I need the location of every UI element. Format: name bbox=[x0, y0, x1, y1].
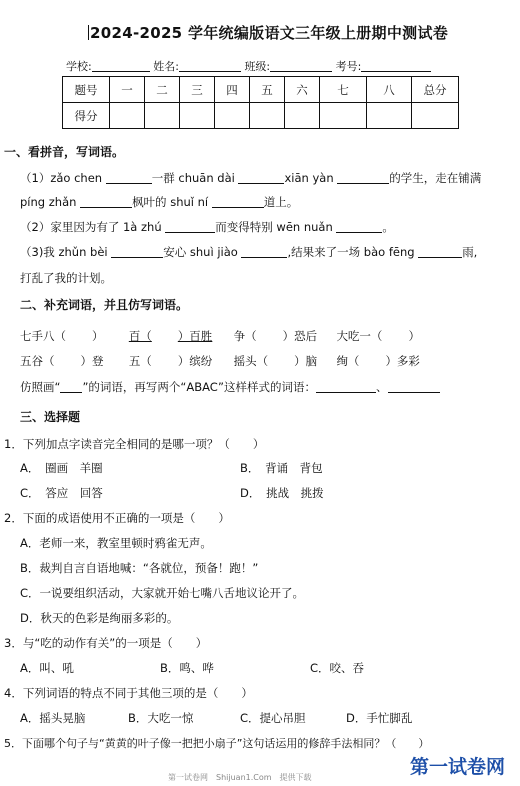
score-table-score-row bbox=[63, 103, 459, 129]
student-info-line bbox=[66, 58, 431, 74]
section1-line1: （1）zǎo chen 一群 chuān dài xiān yàn 的学生，走在铺满 bbox=[20, 171, 482, 185]
answer-blank[interactable] bbox=[388, 381, 440, 393]
answer-blank[interactable] bbox=[111, 246, 163, 258]
table-cell: 总分 bbox=[412, 77, 459, 103]
q3-option-b[interactable]: B．鸣、哗 bbox=[160, 661, 214, 675]
section1-line2: píng zhǎn 枫叶的 shuǐ ní 道上。 bbox=[20, 195, 299, 209]
idiom-item: 七手八（ ） bbox=[20, 329, 104, 343]
q1-option-c[interactable]: C． 答应 回答 bbox=[20, 486, 103, 500]
name-blank[interactable] bbox=[179, 60, 241, 72]
q2-option-d[interactable]: D．秋天的色彩是绚丽多彩的。 bbox=[20, 611, 179, 625]
score-cell[interactable] bbox=[215, 103, 250, 129]
watermark-footer: 第一试卷网 Shijuan1.Com 提供下载 bbox=[168, 773, 312, 782]
answer-blank[interactable] bbox=[80, 196, 132, 208]
q1-option-d[interactable]: D． 挑战 挑拨 bbox=[240, 486, 324, 500]
score-cell[interactable] bbox=[110, 103, 145, 129]
section1-line5: 打乱了我的计划。 bbox=[20, 271, 112, 285]
underline-sample bbox=[60, 381, 82, 393]
table-cell: 一 bbox=[110, 77, 145, 103]
table-cell: 八 bbox=[367, 77, 412, 103]
q4-option-d[interactable]: D．手忙脚乱 bbox=[346, 711, 413, 725]
table-cell: 题号 bbox=[63, 77, 110, 103]
q3-option-c[interactable]: C．咬、吞 bbox=[310, 661, 365, 675]
class-blank[interactable] bbox=[270, 60, 332, 72]
idiom-item: 摇头（ ）脑 bbox=[233, 354, 318, 368]
question-2: 2．下面的成语使用不正确的一项是（ ） bbox=[4, 511, 230, 525]
score-table-header-row bbox=[63, 77, 459, 103]
idiom-item-example: 百（ ）百胜 bbox=[128, 329, 213, 343]
section3-heading: 三、选择题 bbox=[20, 410, 81, 424]
section2-heading: 二、补充词语，并且仿写词语。 bbox=[20, 298, 189, 312]
name-label: 姓名: bbox=[153, 60, 179, 73]
score-cell[interactable] bbox=[250, 103, 285, 129]
idiom-item: 争（ ）恐后 bbox=[233, 329, 318, 343]
q4-option-b[interactable]: B．大吃一惊 bbox=[128, 711, 194, 725]
question-3: 3．与“吃的动作有关”的一项是（ ） bbox=[4, 636, 208, 650]
idiom-item: 五谷（ ）登 bbox=[20, 354, 104, 368]
section2-row1 bbox=[20, 328, 420, 344]
table-cell: 得分 bbox=[63, 103, 110, 129]
table-cell: 五 bbox=[250, 77, 285, 103]
section1-line3: （2）家里因为有了 1à zhú 而变得特别 wēn nuǎn 。 bbox=[20, 220, 394, 234]
table-cell: 六 bbox=[285, 77, 320, 103]
answer-blank[interactable] bbox=[316, 381, 376, 393]
q4-option-a[interactable]: A．摇头晃脑 bbox=[20, 711, 86, 725]
section2-row3: 仿照画“ ”的词语，再写两个“ABAC”这样样式的词语： 、 bbox=[20, 379, 440, 395]
section1-heading: 一、看拼音，写词语。 bbox=[4, 145, 125, 159]
q1-option-a[interactable]: A． 圈画 羊圈 bbox=[20, 461, 103, 475]
table-cell: 二 bbox=[145, 77, 180, 103]
section1-line4: （3)我 zhǔn bèi 安心 shuì jiào ,结果来了一场 bào fēng 雨, bbox=[20, 245, 478, 259]
table-cell: 三 bbox=[180, 77, 215, 103]
answer-blank[interactable] bbox=[337, 172, 389, 184]
answer-blank[interactable] bbox=[212, 196, 264, 208]
q2-option-b[interactable]: B．裁判自言自语地喊：“各就位，预备！跑！” bbox=[20, 561, 259, 575]
number-label: 考号: bbox=[335, 60, 362, 73]
idiom-item: 绚（ ）多彩 bbox=[336, 354, 420, 368]
score-table bbox=[62, 76, 459, 129]
table-cell: 七 bbox=[320, 77, 367, 103]
question-1: 1．下列加点字读音完全相同的是哪一项？（ ） bbox=[4, 437, 265, 451]
q3-option-a[interactable]: A．叫、吼 bbox=[20, 661, 74, 675]
idiom-item: 大吃一（ ） bbox=[336, 329, 420, 343]
class-label: 班级: bbox=[244, 60, 271, 73]
idiom-item: 五（ ）缤纷 bbox=[128, 354, 213, 368]
answer-blank[interactable] bbox=[336, 221, 382, 233]
answer-blank[interactable] bbox=[418, 246, 462, 258]
answer-blank[interactable] bbox=[238, 172, 284, 184]
score-cell[interactable] bbox=[412, 103, 459, 129]
score-cell[interactable] bbox=[320, 103, 367, 129]
q2-option-c[interactable]: C．一说要组织活动，大家就开始七嘴八舌地议论开了。 bbox=[20, 586, 305, 600]
text-cursor bbox=[88, 25, 89, 40]
number-blank[interactable] bbox=[361, 60, 431, 72]
section2-row2 bbox=[20, 353, 420, 369]
watermark-logo: 第一试卷网 bbox=[410, 756, 506, 778]
q4-option-c[interactable]: C．提心吊胆 bbox=[240, 711, 306, 725]
school-blank[interactable] bbox=[92, 60, 150, 72]
question-5: 5．下面哪个句子与“黄黄的叶子像一把把小扇子”这句话运用的修辞手法相同？（ ） bbox=[4, 737, 430, 750]
score-cell[interactable] bbox=[367, 103, 412, 129]
table-cell: 四 bbox=[215, 77, 250, 103]
answer-blank[interactable] bbox=[165, 221, 215, 233]
q2-option-a[interactable]: A．老师一来，教室里顿时鸦雀无声。 bbox=[20, 536, 212, 550]
q1-option-b[interactable]: B． 背诵 背包 bbox=[240, 461, 323, 475]
score-cell[interactable] bbox=[285, 103, 320, 129]
question-4: 4．下列词语的特点不同于其他三项的是（ ） bbox=[4, 686, 253, 700]
score-cell[interactable] bbox=[145, 103, 180, 129]
score-cell[interactable] bbox=[180, 103, 215, 129]
answer-blank[interactable] bbox=[241, 246, 287, 258]
school-label: 学校: bbox=[66, 60, 92, 73]
exam-title: 2024-2025 学年统编版语文三年级上册期中测试卷 bbox=[90, 24, 449, 42]
answer-blank[interactable] bbox=[106, 172, 152, 184]
